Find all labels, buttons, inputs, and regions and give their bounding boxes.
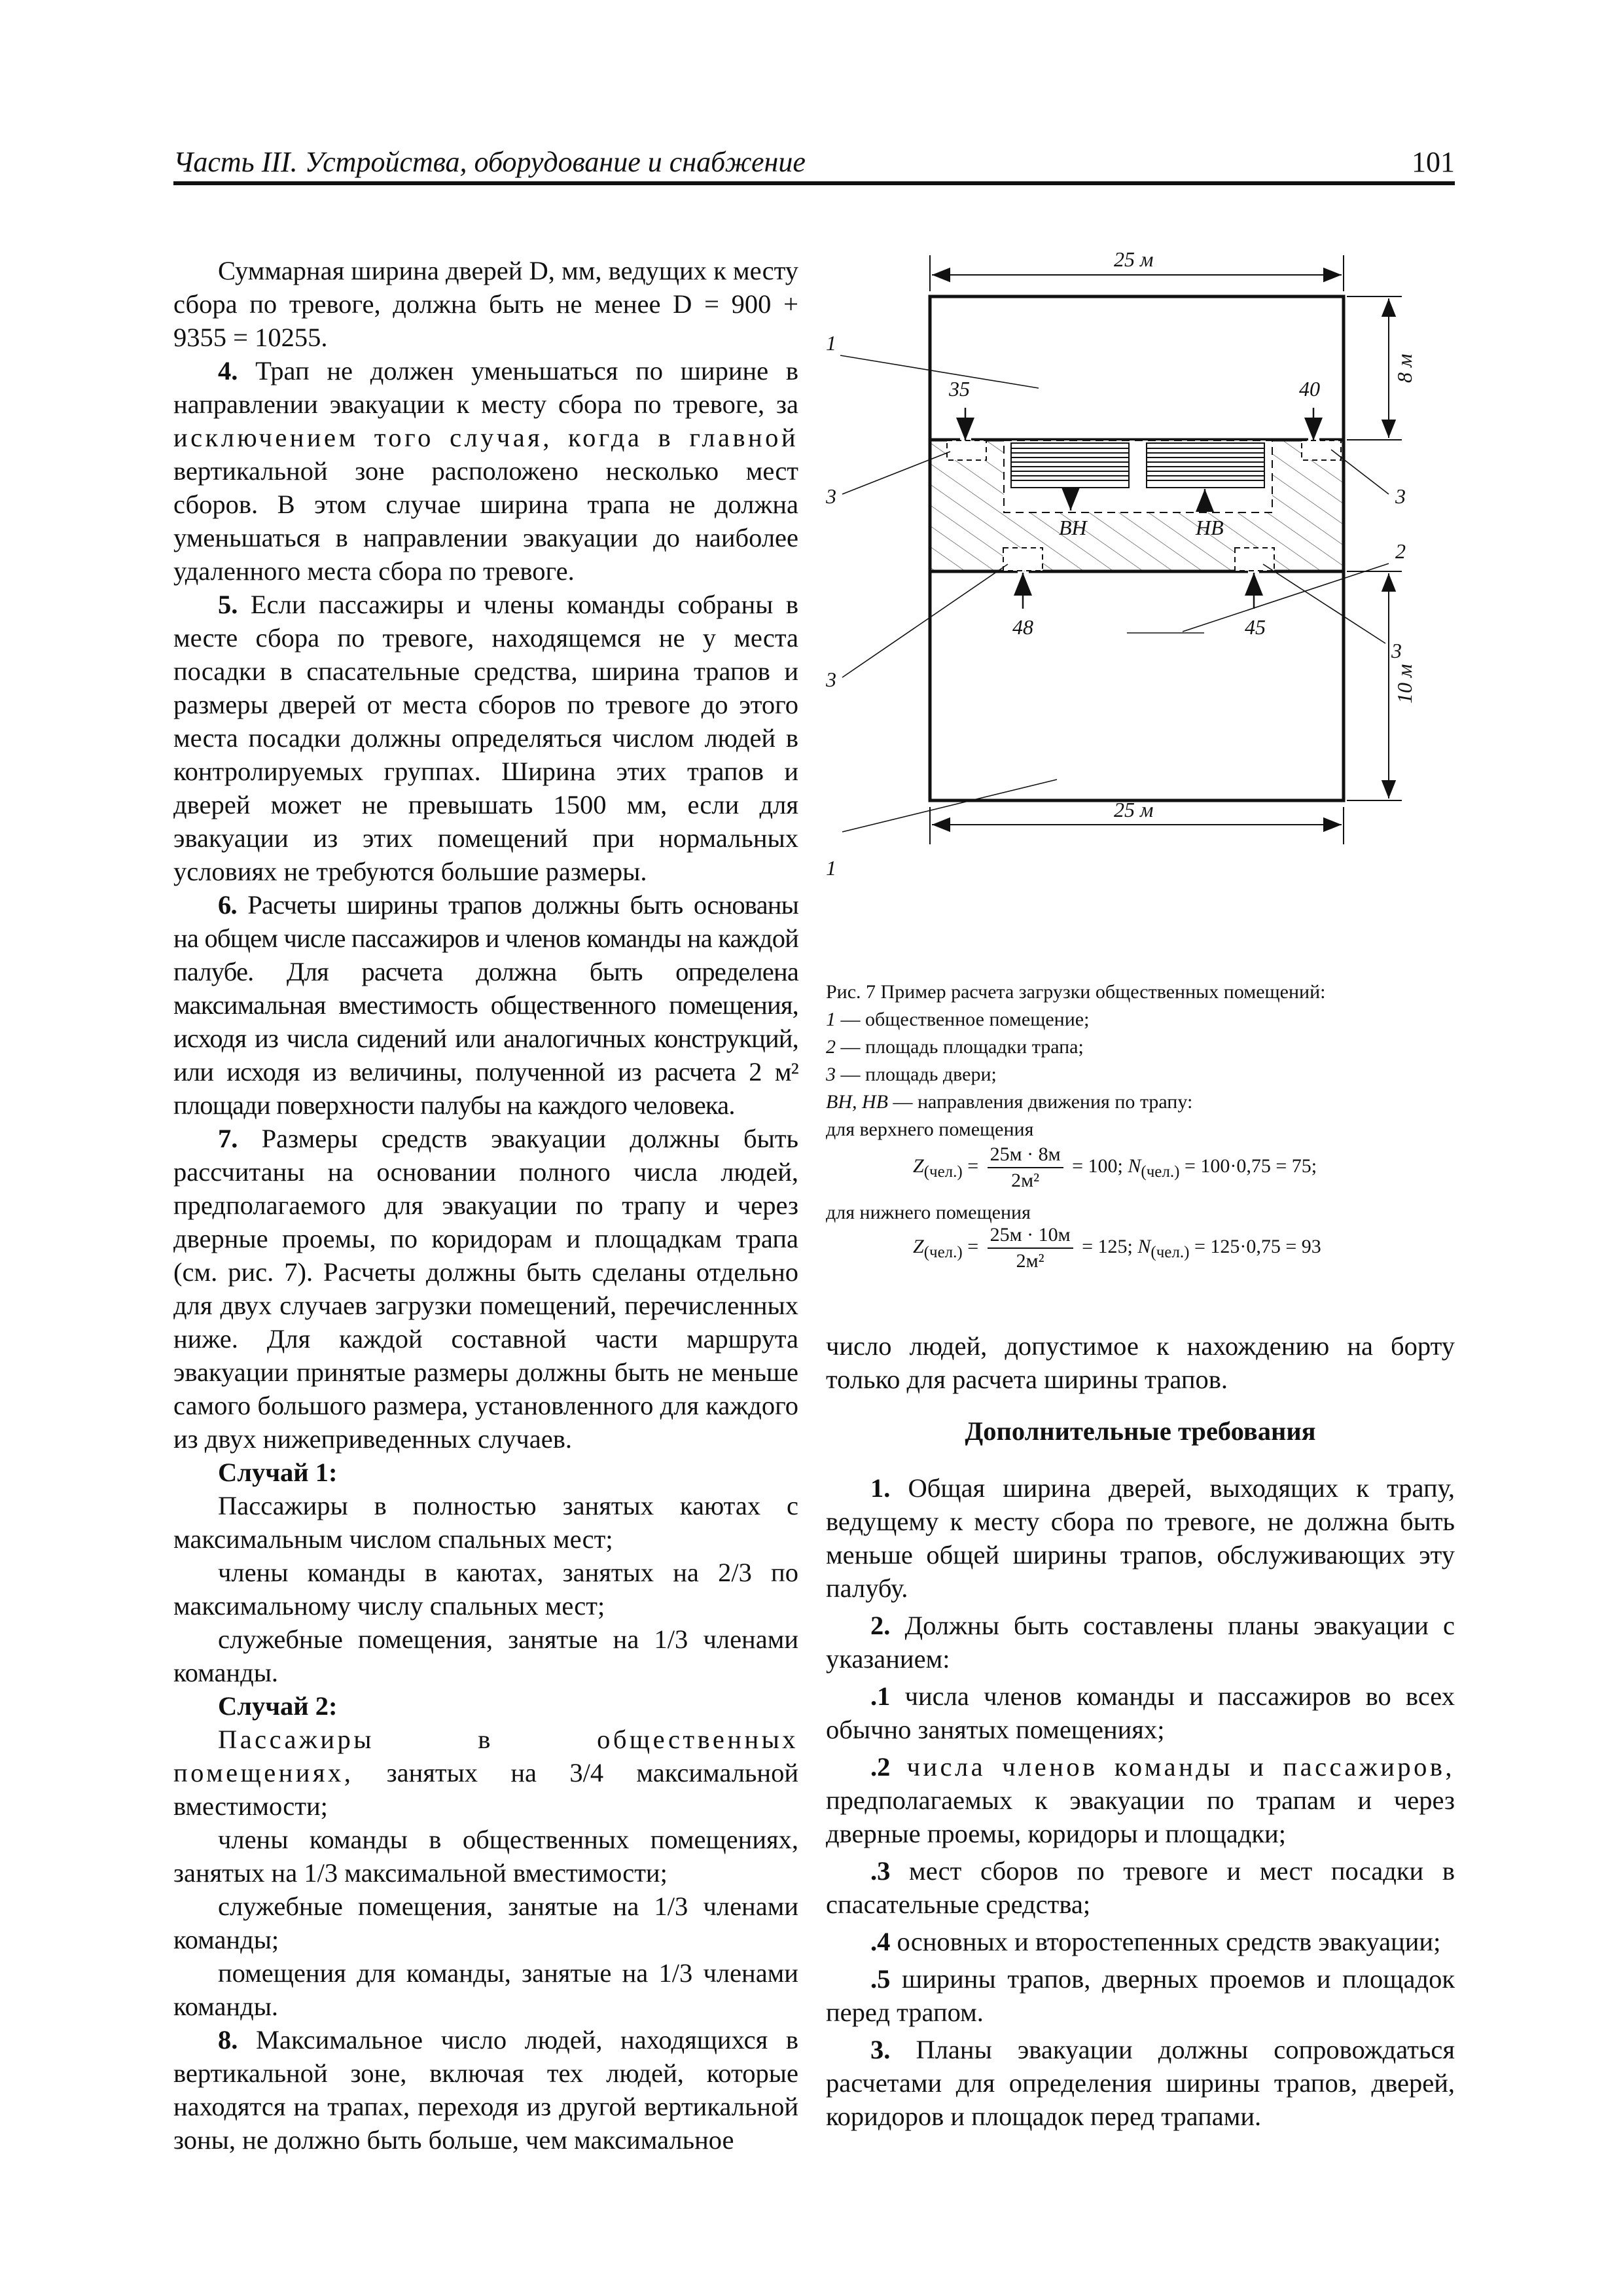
subitem-3 — [826, 1854, 1455, 1921]
caption-title: Рис. 7 Пример расчета загрузки общественных помещений: — [826, 981, 1326, 1003]
paragraph-text-spread: числа членов команды и пассажиров, — [890, 1752, 1455, 1782]
subitem-2 — [826, 1750, 1455, 1850]
paragraph-7 — [173, 1122, 798, 1456]
door-40-label: 40 — [1299, 377, 1320, 401]
callout-3-lower-left: 3 — [826, 668, 836, 691]
subitem-4 — [826, 1925, 1455, 1958]
door-area — [1302, 440, 1341, 460]
direction-label-hb: НВ — [1196, 516, 1224, 539]
right-column — [826, 1325, 1455, 2133]
fraction-numerator: 25м · 8м — [988, 1142, 1063, 1168]
formula-upper-room: $Z_{(чел.)}$ = $\frac{25м \cdot 8м}{\text{2м²}}$ = 100; $N_{(чел.)} = 100\cdot 0,75 = 75$; — [913, 1142, 1317, 1193]
formula-fraction — [988, 1223, 1073, 1274]
paragraph-5 — [173, 588, 798, 888]
legend-text: — направления движения по трапу: — [887, 1091, 1193, 1113]
door-45-label: 45 — [1245, 615, 1266, 639]
paragraph-text: Размеры средств эвакуации должны быть рассчитаны на основании полного числа людей, предполагаемого для эвакуации по трапу и через дверные проемы, по коридорам и площадкам трапа (см. рис. 7). Расчеты должны быть сделаны отдельно для двух случаев загрузки помещений, перечисленных ниже. Для каждой составной части маршрута эвакуации принятые размеры должны быть не меньше самого большого размера, установленного для каждого из двух нижеприведенных случаев. — [173, 1124, 798, 1454]
caption-legend-1 — [826, 1006, 1455, 1033]
paragraph-4 — [173, 354, 798, 588]
item-number: 1. — [870, 1473, 891, 1503]
legend-key: ВН, НВ — [826, 1091, 888, 1113]
requirement-1 — [826, 1471, 1455, 1605]
item-number: 3. — [870, 2035, 891, 2064]
evacuation-diagram — [826, 245, 1455, 973]
left-column — [173, 254, 798, 2157]
formula-subscript: (чел.) — [923, 1243, 963, 1261]
door-area — [947, 440, 986, 460]
fraction-denominator: 2м² — [1011, 1170, 1040, 1191]
fraction-denominator: 2м² — [1016, 1250, 1044, 1272]
running-header — [173, 134, 1455, 185]
dimension-bottom-label: 25 м — [1114, 798, 1154, 821]
paragraph-8 — [173, 2023, 798, 2157]
caption-upper-room: для верхнего помещения — [826, 1119, 1034, 1140]
item-number: 4. — [218, 356, 238, 386]
door-48-label: 48 — [1012, 615, 1033, 639]
formula-subscript: (чел.) — [1141, 1162, 1180, 1181]
paragraph-text: мест сборов по тревоге и мест посадки в спасательные средства; — [826, 1856, 1455, 1919]
case-2-item — [173, 1723, 798, 1823]
caption-legend-3 — [826, 1061, 1455, 1088]
subitem-5 — [826, 1962, 1455, 2029]
item-number: .2 — [870, 1752, 891, 1782]
case-2-heading: Случай 2: — [218, 1691, 338, 1721]
item-number: 7. — [218, 1124, 238, 1153]
formula-result: = 100; — [1072, 1155, 1123, 1177]
paragraph-text: Максимальное число людей, находящихся в вертикальной зоне, включая тех людей, которые находятся на трапах, переходя из другой вертикальной зоны, не должно быть больше, чем максимальное — [173, 2025, 798, 2155]
item-number: 6. — [218, 890, 237, 920]
formula-symbol: Z — [913, 1235, 924, 1257]
caption-legend-2 — [826, 1033, 1455, 1061]
requirement-3 — [826, 2033, 1455, 2133]
case-1-item: Пассажиры в полностью занятых каютах с максимальным числом спальных мест; — [173, 1491, 798, 1554]
paragraph-text: основных и второстепенных средств эвакуации; — [890, 1927, 1441, 1956]
case-2-item: служебные помещения, занятые на 1/3 членами команды; — [173, 1892, 798, 1954]
dimension-lower-label: 10 м — [1393, 664, 1416, 704]
callout-3-upper-right: 3 — [1395, 484, 1406, 508]
callout-2: 2 — [1395, 539, 1406, 563]
section-heading: Дополнительные требования — [965, 1416, 1316, 1446]
legend-text: — общественное помещение; — [836, 1009, 1090, 1030]
formula-fraction — [988, 1142, 1063, 1193]
paragraph-continuation: число людей, допустимое к нахождению на борту только для расчета ширины трапов. — [826, 1331, 1455, 1394]
formula-subscript: (чел.) — [923, 1162, 963, 1181]
case-1-item: служебные помещения, занятые на 1/3 членами команды. — [173, 1624, 798, 1687]
item-number: 8. — [218, 2025, 238, 2054]
legend-key: 3 — [826, 1064, 836, 1085]
item-number: .5 — [870, 1964, 891, 1994]
caption-lower-room: для нижнего помещения — [826, 1202, 1031, 1223]
formula-symbol: N — [1128, 1155, 1141, 1177]
callout-3-lower-right: 3 — [1391, 639, 1402, 662]
paragraph-text: Если пассажиры и члены команды собраны в месте сбора по тревоге, находящемся не у места посадки в спасательные средства, ширина трапов и размеры дверей от места сборов по тревоге до этого места посадки должны определяться числом людей в контролируемых группах. Ширина этих трапов и дверей может не превышать 1500 мм, если для эвакуации из этих помещений при нормальных условиях не требуются большие размеры. — [173, 590, 798, 886]
formula-symbol: N — [1137, 1235, 1151, 1257]
legend-key: 1 — [826, 1009, 836, 1030]
paragraph-text-spread: Пассажиры в общественных помещениях, — [173, 1725, 798, 1787]
callout-1-upper: 1 — [826, 331, 836, 355]
subitem-1 — [826, 1679, 1455, 1746]
callout-3-upper-left: 3 — [826, 484, 836, 508]
item-number: .4 — [870, 1927, 891, 1956]
case-1-item: члены команды в каютах, занятых на 2/3 по максимальному числу спальных мест; — [173, 1558, 798, 1621]
paragraph-text: числа членов команды и пассажиров во всех обычно занятых помещениях; — [826, 1681, 1455, 1744]
item-number: 5. — [218, 590, 238, 619]
legend-key: 2 — [826, 1036, 836, 1058]
paragraph-text: занятых на 3/4 максимальной вместимости; — [173, 1758, 799, 1821]
paragraph-text: Должны быть составлены планы эвакуации с указанием: — [826, 1611, 1455, 1674]
item-number: 2. — [870, 1611, 891, 1640]
dimension-top-label: 25 м — [1114, 247, 1154, 271]
paragraph-text: ширины трапов, дверных проемов и площадок перед трапом. — [826, 1964, 1455, 2027]
paragraph-text: Трап не должен уменьшаться по ширине в направлении эвакуации к месту сбора по тревоге, за — [173, 356, 798, 419]
door-35-label: 35 — [949, 377, 970, 401]
case-2-item: помещения для команды, занятые на 1/3 членами команды. — [173, 1958, 798, 2021]
callout-1-lower: 1 — [826, 856, 836, 880]
caption-legend-4 — [826, 1088, 1455, 1116]
dimension-upper-label: 8 м — [1393, 353, 1416, 383]
formula-symbol: Z — [913, 1155, 924, 1177]
legend-text: — площадь двери; — [836, 1064, 997, 1085]
paragraph-text: предполагаемых к эвакуации по трапам и через дверные проемы, коридоры и площадки; — [826, 1785, 1455, 1848]
figure-7-caption — [826, 978, 1455, 1143]
case-1-heading: Случай 1: — [218, 1458, 338, 1487]
item-number: .1 — [870, 1681, 891, 1711]
page-number: 101 — [1412, 146, 1455, 178]
door-area — [1003, 548, 1043, 571]
paragraph-text: Планы эвакуации должны сопровождаться расчетами для определения ширины трапов, дверей, коридоров и площадок перед трапами. — [826, 2035, 1455, 2131]
leader-line-2 — [1183, 564, 1389, 632]
paragraph-text: Общая ширина дверей, выходящих к трапу, ведущему к месту сбора по тревоге, не должна быть меньше общей ширины трапов, обслуживающих эту палубу. — [826, 1473, 1455, 1603]
figure-7-diagram — [826, 245, 1455, 973]
formula-lower-room: $Z_{(чел.)}$ = $\frac{25м \cdot 10м}{\text{2м²}}$ = 125; $N_{(чел.)} = 125\cdot 0,75 = 93$ — [913, 1223, 1321, 1274]
case-2-item: члены команды в общественных помещениях, занятых на 1/3 максимальной вместимости; — [173, 1825, 798, 1888]
direction-label-bh: ВН — [1059, 516, 1087, 539]
formula-result: = 125·0,75 = 93 — [1194, 1235, 1321, 1257]
paragraph-door-width: Суммарная ширина дверей D, мм, ведущих к месту сбора по тревоге, должна быть не менее D = 900 + 9355 = 10255. — [173, 256, 798, 352]
formula-result: = 100·0,75 = 75; — [1184, 1155, 1317, 1177]
running-header-title: Часть III. Устройства, оборудование и снабжение — [173, 146, 806, 178]
formula-result: = 125; — [1082, 1235, 1133, 1257]
fraction-numerator: 25м · 10м — [988, 1223, 1073, 1249]
paragraph-6 — [173, 888, 798, 1122]
paragraph-text-spread: исключением того случая, когда в главной — [173, 423, 798, 452]
requirement-2 — [826, 1609, 1455, 1676]
item-number: .3 — [870, 1856, 891, 1886]
formula-subscript: (чел.) — [1150, 1243, 1190, 1261]
leader-lines — [840, 355, 1389, 832]
paragraph-text: Расчеты ширины трапов должны быть основаны на общем числе пассажиров и членов команды на каждой палубе. Для расчета должна быть определена максимальная вместимость общественного помещения, исходя из числа сидений или аналогичных конструкций, или исходя из величины, полученной из расчета 2 м² площади поверхности палубы на каждого человека. — [173, 890, 798, 1120]
legend-text: — площадь площадки трапа; — [836, 1036, 1084, 1058]
paragraph-text: вертикальной зоне расположено несколько мест сборов. В этом случае ширина трапа не должна уменьшаться в направлении эвакуации до наиболее удаленного места сбора по тревоге. — [173, 456, 798, 586]
